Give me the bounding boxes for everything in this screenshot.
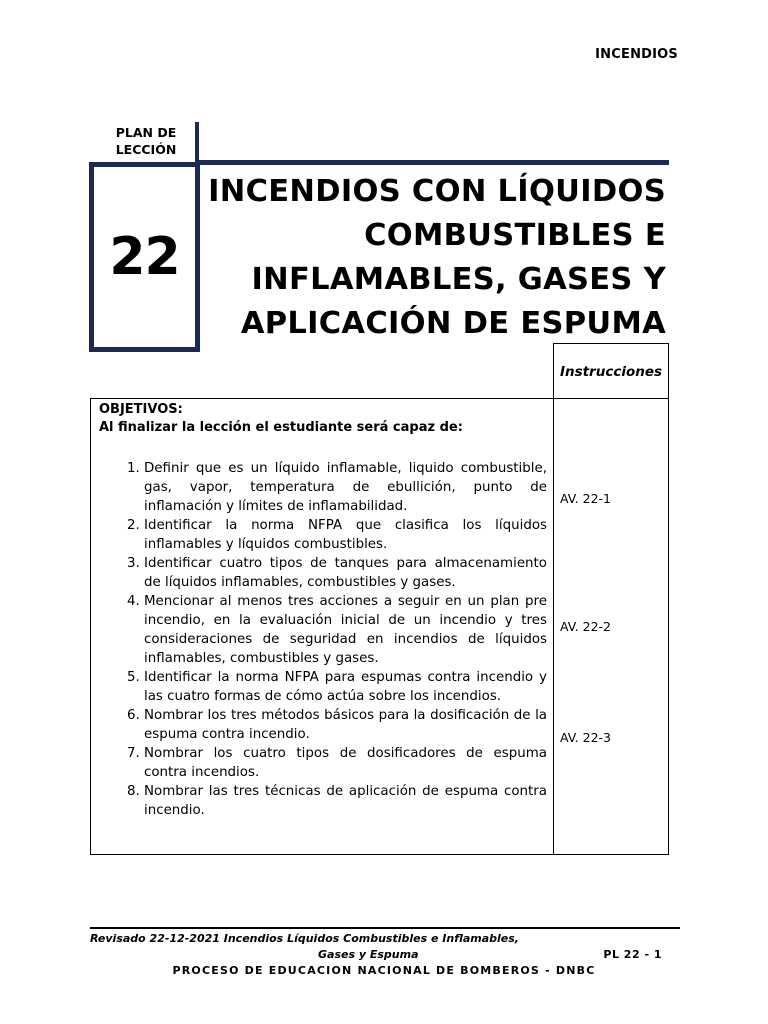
objectives-title: OBJETIVOS:: [99, 402, 183, 417]
objectives-table: [90, 343, 669, 855]
lesson-number: 22: [109, 227, 180, 287]
objective-item: 5. Identificar la norma NFPA para espumas contra incendio y las cuatro formas de cómo actúa sobre los incendios.: [144, 668, 547, 706]
lesson-number-box: [89, 162, 200, 352]
objective-item: 2. Identificar la norma NFPA que clasifica los líquidos inflamables y líquidos combustibles.: [144, 516, 547, 554]
footer-revision: Revisado 22-12-2021 Incendios Líquidos Combustibles e Inflamables,: [90, 932, 519, 945]
plan-label-line2: LECCIÓN: [115, 142, 177, 157]
instructions-header: Instrucciones: [559, 364, 663, 380]
lesson-title: [196, 170, 666, 346]
objective-item: 4. Mencionar al menos tres acciones a seguir en un plan pre incendio, en la evaluación inicial de un incendio y tres consideraciones de seguridad en incendios de líquidos inflamables, combustibles y gases.: [144, 592, 547, 668]
objective-item: 3. Identificar cuatro tipos de tanques para almacenamiento de líquidos inflamables, combustibles y gases.: [144, 554, 547, 592]
decorative-horizontal-bar: [195, 160, 669, 165]
av-label: AV. 22-1: [560, 491, 612, 506]
footer-organization: PROCESO DE EDUCACION NACIONAL DE BOMBEROS - DNBC: [172, 964, 596, 977]
plan-label-line1: PLAN DE: [115, 125, 177, 140]
page-number: PL 22 - 1: [603, 948, 662, 961]
av-label: AV. 22-2: [560, 619, 612, 634]
objective-item: 6. Nombrar los tres métodos básicos para la dosificación de la espuma contra incendio.: [144, 706, 547, 744]
title-line: COMBUSTIBLES E: [364, 218, 666, 253]
objectives-list: [91, 459, 547, 820]
av-label: AV. 22-3: [560, 730, 612, 745]
footer-revision-cont: Gases y Espuma: [318, 948, 419, 961]
section-header: INCENDIOS: [595, 47, 678, 62]
title-line: INFLAMABLES, GASES Y: [251, 262, 666, 297]
objectives-subtitle: Al finalizar la lección el estudiante será capaz de:: [99, 420, 463, 435]
instructions-cell: [553, 398, 669, 855]
title-line: INCENDIOS CON LÍQUIDOS: [208, 174, 666, 209]
objective-item: 1. Definir que es un líquido inflamable, liquido combustible, gas, vapor, temperatura de ebullición, punto de inflamación y límites de inflamabilidad.: [144, 459, 547, 516]
title-line: APLICACIÓN DE ESPUMA: [240, 306, 666, 341]
objectives-cell: [90, 398, 554, 855]
footer-divider: [90, 927, 680, 929]
objective-item: 7. Nombrar los cuatro tipos de dosificadores de espuma contra incendios.: [144, 744, 547, 782]
objective-item: 8. Nombrar las tres técnicas de aplicación de espuma contra incendio.: [144, 782, 547, 820]
instructions-header-cell: [553, 343, 669, 399]
plan-label: [110, 124, 182, 158]
